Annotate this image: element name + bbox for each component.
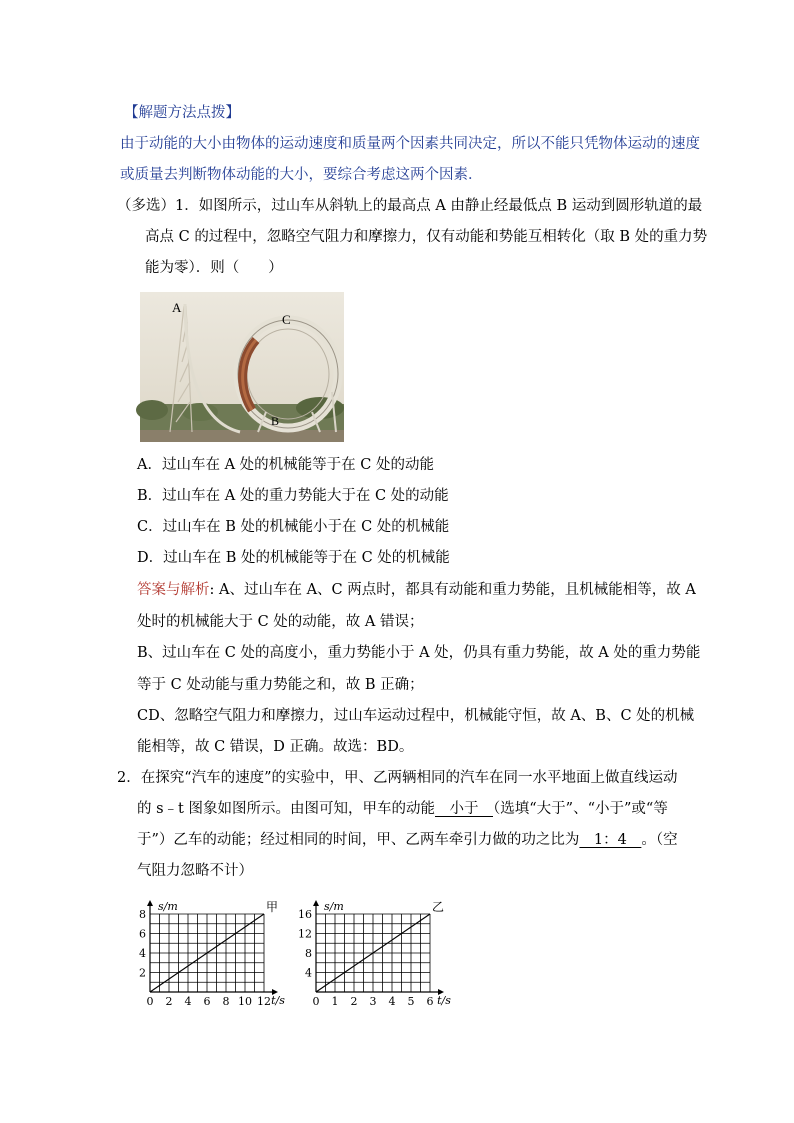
y-tick-label: 8 [305,947,312,960]
q2-stem-line4: 气阻力忽略不计） [137,863,253,879]
photo-label-c: C [282,312,291,327]
x-tick-label: 3 [369,995,377,1008]
graph-jia [134,896,294,1012]
q1-option-a: A．过山车在 A 处的机械能等于在 C 处的动能 [137,457,434,473]
y-axis-label: s/m [158,900,178,913]
q1-answer-line6: 能相等，故 C 错误，D 正确。故选：BD。 [137,739,414,755]
x-tick-label: 6 [203,995,211,1008]
method-heading: 【解题方法点拨】 [124,105,240,121]
y-axis-arrow [147,900,153,906]
y-tick-label: 6 [139,927,146,941]
q1-stem-line2: 高点 C 的过程中，忽略空气阻力和摩擦力，仅有动能和势能互相转化（取 B 处的重力势 [145,229,708,245]
q1-option-d: D．过山车在 B 处的机械能等于在 C 处的机械能 [137,550,450,566]
q2-line3-prefix: 于”）乙车的动能；经过相同的时间，甲、乙两车牵引力做的功之比为 [137,832,580,848]
answer-text-1: : A、过山车在 A、C 两点时，都具有动能和重力势能，且机械能相等，故 A [209,582,696,598]
y-tick-label: 8 [139,908,146,921]
x-tick-label: 1 [331,995,339,1008]
q1-answer-line3: B、过山车在 C 处的高度小，重力势能小于 A 处，仍具有重力势能，故 A 处的重力势能 [137,645,701,661]
x-tick-label: 2 [350,995,358,1008]
q2-line3-suffix: 。（空 [641,832,678,848]
answer-blank-2: 1：4 [579,832,642,848]
y-tick-label: 4 [305,966,312,980]
q2-line2-prefix: 的 s﹣t 图象如图所示。由图可知，甲车的动能 [137,801,435,817]
answer-label: 答案与解析 [137,582,210,598]
x-tick-label: 8 [222,995,230,1008]
q2-stem-line3 [137,830,678,850]
x-tick-label: 6 [426,995,434,1008]
x-tick-label: 5 [407,995,415,1008]
x-tick-label: 0 [146,995,154,1008]
q1-option-c: C．过山车在 B 处的机械能小于在 C 处的机械能 [137,519,450,535]
q1-answer-line4: 等于 C 处动能与重力势能之和，故 B 正确； [137,677,424,693]
q1-stem-line3: 能为零）．则（ ） [145,260,283,276]
q1-answer-line2: 处时的机械能大于 C 处的动能，故 A 错误； [137,614,424,630]
method-text-line1: 由于动能的大小由物体的运动速度和质量两个因素共同决定，所以不能只凭物体运动的速度 [120,136,700,152]
y-tick-label: 12 [298,927,312,941]
y-tick-label: 16 [298,908,312,921]
graph-yi [300,896,460,1012]
x-tick-label: 4 [184,995,192,1008]
y-tick-label: 4 [139,947,146,960]
x-tick-label: 2 [165,995,173,1008]
x-tick-label: 4 [388,995,396,1008]
method-text-line2: 或质量去判断物体动能的大小，要综合考虑这两个因素． [120,167,483,183]
y-tick-label: 2 [139,966,146,980]
q2-line2-suffix: （选填“大于”、“小于”或“等 [493,801,668,817]
x-tick-label: 10 [238,995,252,1008]
q2-stem-line1: 2．在探究“汽车的速度”的实验中，甲、乙两辆相同的汽车在同一水平地面上做直线运动 [117,770,678,786]
roller-coaster-photo [140,292,344,442]
x-tick-label: 12 [257,995,271,1008]
x-axis-label: t/s [271,994,285,1007]
q1-answer-line5: CD、忽略空气阻力和摩擦力，过山车运动过程中，机械能守恒，故 A、B、C 处的机械 [137,708,695,724]
y-axis-label: s/m [324,900,344,913]
photo-label-b: B [271,414,280,428]
series-name: 甲 [266,900,279,914]
q1-answer-line1 [137,580,696,600]
x-tick-label: 0 [312,995,320,1008]
x-axis-label: t/s [437,994,451,1007]
series-name: 乙 [432,900,445,914]
answer-blank-1: 小于 [435,801,493,817]
y-axis-arrow [313,900,319,906]
q2-stem-line2 [137,799,668,819]
q1-option-b: B．过山车在 A 处的重力势能大于在 C 处的动能 [137,488,449,504]
q1-stem-line1: （多选）1．如图所示，过山车从斜轨上的最高点 A 由静止经最低点 B 运动到圆形轨道的最 [117,198,703,214]
photo-label-a: A [172,300,182,315]
